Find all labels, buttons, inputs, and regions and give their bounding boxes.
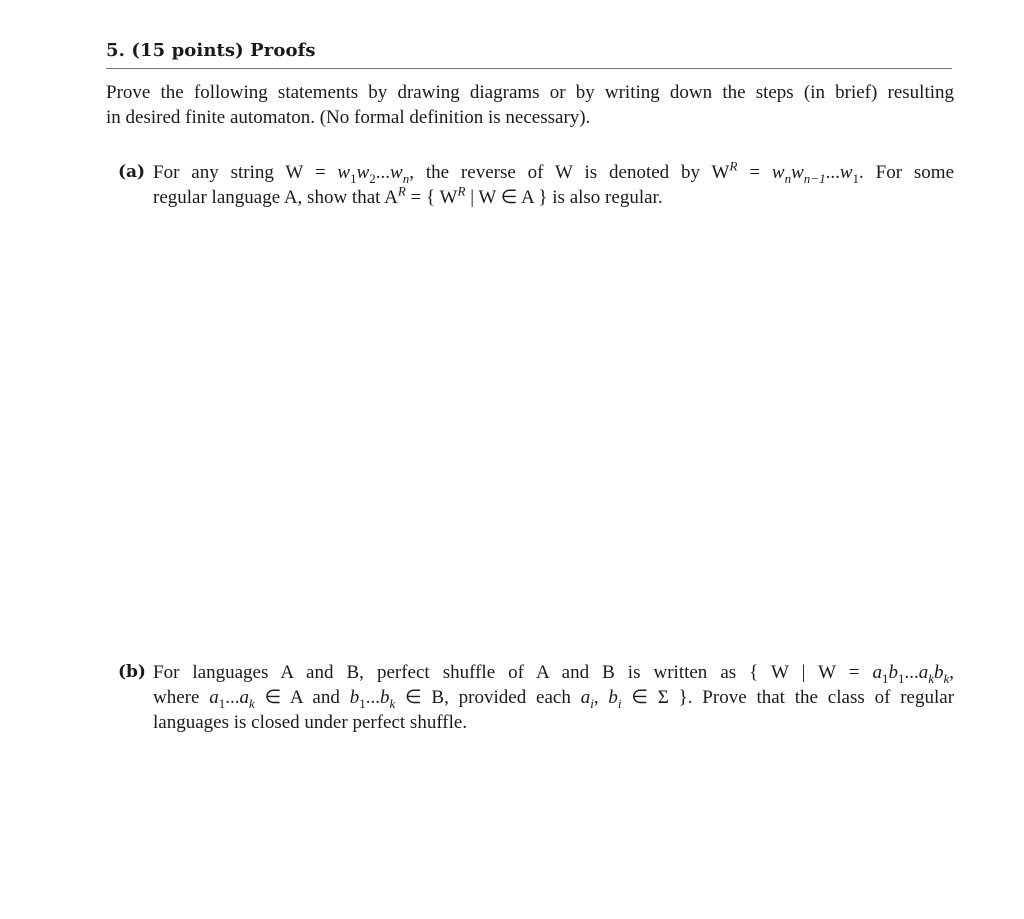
problem-b-line-1: For languages A and B, perfect shuffle of A and B is written as { W | $W = a_1b_1...a_kb_k$, [153, 662, 954, 686]
intro-line-1: Prove the following statements by drawing diagrams or by writing down the steps (in brief) resulting [106, 82, 954, 103]
problem-b-line-3: languages is closed under perfect shuffle. [153, 712, 468, 733]
section-title: 5. (15 points) Proofs [106, 40, 316, 61]
problem-a-label: (a) [118, 162, 146, 182]
problem-a [118, 160, 954, 210]
answer-space-b[interactable] [106, 740, 954, 910]
title-divider [106, 68, 952, 69]
problem-b-text [153, 660, 954, 735]
answer-space-a[interactable] [106, 215, 954, 650]
problem-a-line-1: For any string $W = w_1w_2...w_n$, the reverse of W is denoted by $W^R = w_nw_{n-1}...w_1$. For some [153, 158, 955, 186]
problem-b-label: (b) [118, 662, 146, 682]
problem-b [118, 660, 954, 735]
problem-b-line-2: where $a_1...a_k$ ∈ A and $b_1...b_k$ ∈ B, provided each $a_i$, $b_i$ ∈ Σ }. Prove that the class of regular [153, 687, 955, 711]
problem-a-text [153, 160, 954, 210]
intro-paragraph [106, 80, 954, 130]
intro-line-2: in desired finite automaton. (No formal definition is necessary). [106, 107, 591, 128]
problem-a-line-2: regular language A, show that $A^R$ = { $W^R$ | W ∈ A } is also regular. [153, 183, 663, 208]
